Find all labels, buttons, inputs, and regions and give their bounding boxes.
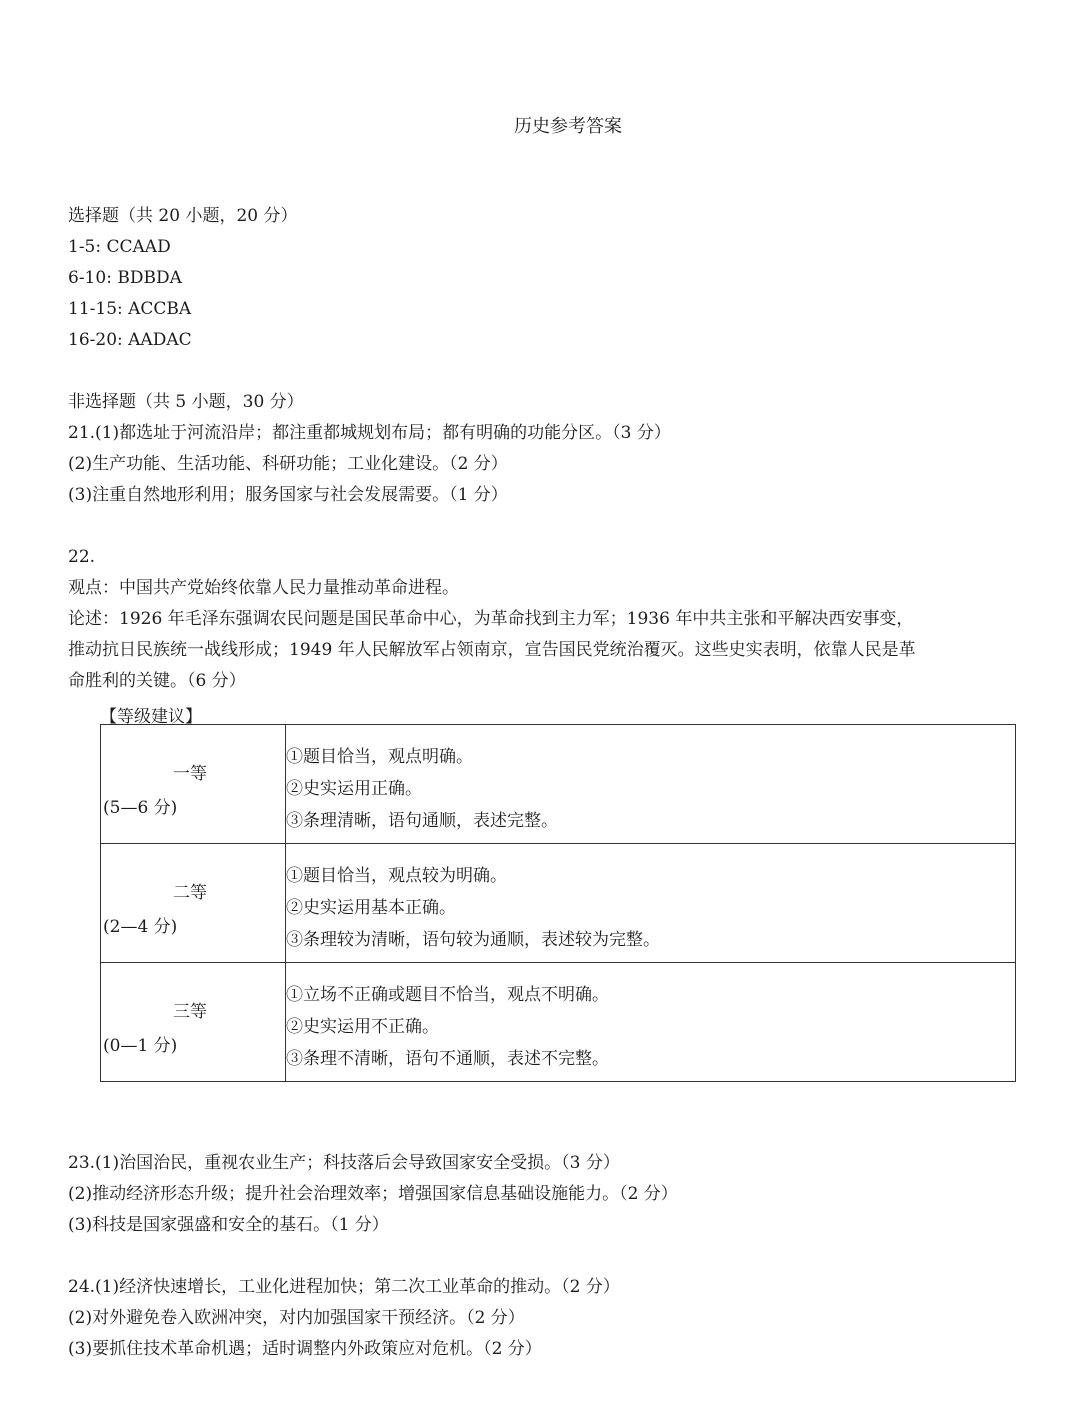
grade-level: 三等 xyxy=(173,1002,207,1022)
q21-line: (3)注重自然地形利用；服务国家与社会发展需要。（1 分） xyxy=(68,485,508,505)
q22-viewpoint: 观点：中国共产党始终依靠人民力量推动革命进程。 xyxy=(68,578,459,598)
grade-level-cell xyxy=(101,725,286,844)
q24-line: (3)要抓住技术革命机遇；适时调整内外政策应对危机。（2 分） xyxy=(68,1339,542,1359)
grade-row xyxy=(101,963,1016,1082)
q22-number: 22. xyxy=(68,547,96,567)
grade-level-cell xyxy=(101,844,286,963)
answer-line: 6-10: BDBDA xyxy=(68,268,182,288)
grade-range: (5—6 分) xyxy=(103,798,178,818)
grade-table xyxy=(100,724,1016,1082)
criterion: ②史实运用不正确。 xyxy=(286,1017,439,1037)
grade-level: 二等 xyxy=(173,883,207,903)
criterion: ①题目恰当，观点较为明确。 xyxy=(286,866,507,886)
q23-line: (2)推动经济形态升级；提升社会治理效率；增强国家信息基础设施能力。（2 分） xyxy=(68,1184,678,1204)
criterion: ③条理清晰，语句通顺，表述完整。 xyxy=(286,811,558,831)
q23-line: (3)科技是国家强盛和安全的基石。（1 分） xyxy=(68,1215,389,1235)
grade-range: (0—1 分) xyxy=(103,1036,178,1056)
criterion: ②史实运用基本正确。 xyxy=(286,898,456,918)
grade-row xyxy=(101,725,1016,844)
criterion: ②史实运用正确。 xyxy=(286,779,422,799)
grade-range: (2—4 分) xyxy=(103,917,178,937)
nonchoice-heading: 非选择题（共 5 小题，30 分） xyxy=(68,392,304,412)
grade-level: 一等 xyxy=(173,764,207,784)
grade-criteria-cell xyxy=(286,844,1016,963)
grade-heading: 【等级建议】 xyxy=(100,707,202,727)
page-title: 历史参考答案 xyxy=(514,116,622,137)
criterion: ①题目恰当，观点明确。 xyxy=(286,747,473,767)
grade-criteria-cell xyxy=(286,725,1016,844)
criterion: ③条理不清晰，语句不通顺，表述不完整。 xyxy=(286,1049,609,1069)
q21-line: (2)生产功能、生活功能、科研功能；工业化建设。（2 分） xyxy=(68,454,508,474)
criterion: ①立场不正确或题目不恰当，观点不明确。 xyxy=(286,985,609,1005)
q22-argument-line: 论述：1926 年毛泽东强调农民问题是国民革命中心，为革命找到主力军；1936 年中共主张和平解决西安事变， xyxy=(68,609,914,629)
answer-line: 11-15: ACCBA xyxy=(68,299,192,319)
answer-line: 16-20: AADAC xyxy=(68,330,192,350)
grade-row xyxy=(101,844,1016,963)
q21-line: 21.(1)都选址于河流沿岸；都注重都城规划布局；都有明确的功能分区。（3 分） xyxy=(68,423,671,443)
grade-criteria-cell xyxy=(286,963,1016,1082)
q24-line: 24.(1)经济快速增长，工业化进程加快；第二次工业革命的推动。（2 分） xyxy=(68,1277,620,1297)
choice-heading: 选择题（共 20 小题，20 分） xyxy=(68,206,298,226)
q23-line: 23.(1)治国治民，重视农业生产；科技落后会导致国家安全受损。（3 分） xyxy=(68,1153,620,1173)
q24-line: (2)对外避免卷入欧洲冲突，对内加强国家干预经济。（2 分） xyxy=(68,1308,525,1328)
q22-argument-line: 命胜利的关键。（6 分） xyxy=(68,671,246,691)
answer-line: 1-5: CCAAD xyxy=(68,237,171,257)
criterion: ③条理较为清晰，语句较为通顺，表述较为完整。 xyxy=(286,930,660,950)
grade-level-cell xyxy=(101,963,286,1082)
q22-argument-line: 推动抗日民族统一战线形成；1949 年人民解放军占领南京，宣告国民党统治覆灭。这些史实表明，依靠人民是革 xyxy=(68,640,916,660)
